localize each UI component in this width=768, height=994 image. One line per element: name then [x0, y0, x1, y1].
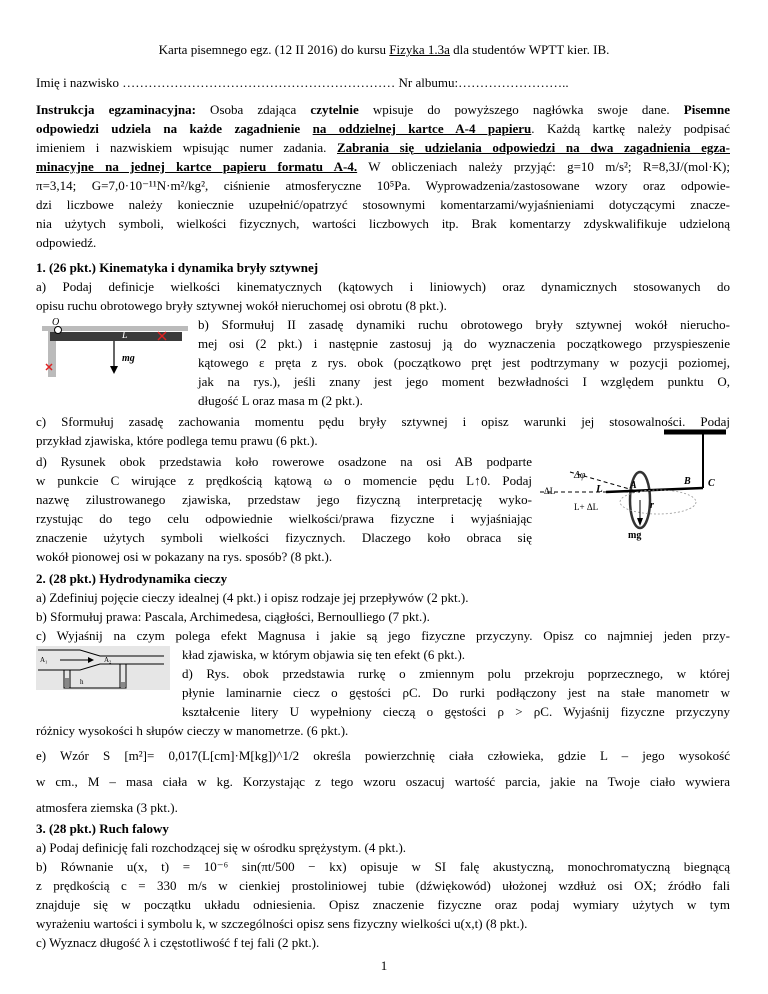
q1-b-line-2: mej osi (2 pkt.) i następnie zastosuj ją do wyznaczenia początkowego przyspieszenie: [198, 336, 730, 351]
q3-b-line-2: z prędkością c = 330 m/s w cienkiej prostoliniowej tubie (dźwiękowód) ułożonej wzdłuż osi OX; źródło fali: [36, 878, 730, 893]
student-line: Imię i nazwisko ……………………………………………………… Nr albumu:……………………..: [36, 75, 569, 90]
q1-b-line-1: b) Sformułuj II zasadę dynamiki ruchu obrotowego bryły sztywnej wokół nierucho-: [198, 317, 730, 332]
fig3-a2-label: A₂: [104, 656, 112, 664]
q1-d-line-5: znaczenie użytych symboli wielkości fizycznych. Dlaczego koło obraca się: [36, 530, 532, 545]
fig2-l-label: L: [596, 483, 603, 495]
q1-title: 1. (26 pkt.) Kinematyka i dynamika bryły sztywnej: [36, 260, 319, 275]
q3-title: 3. (28 pkt.) Ruch falowy: [36, 821, 169, 836]
q2-e-line-1: e) Wzór S [m²]= 0,017(L[cm]·M[kg])^1/2 określa powierzchnię ciała człowieka, gdzie L – jego wysokość: [36, 748, 730, 763]
fig1-o-label: O: [52, 317, 60, 328]
q1-b-line-5: długość L oraz masa m (2 pkt.).: [198, 393, 363, 408]
q1-c-line-2: przykład zjawiska, które podlega temu prawu (6 pkt.).: [36, 433, 318, 448]
fig2-b-label: B: [684, 476, 691, 487]
instructions-line-2: odpowiedzi udziela na każde zagadnienie na oddzielnej kartce A-4 papieru. Każdą kartkę należy podpisać: [36, 121, 731, 136]
fig2-dl-label: ΔL: [544, 486, 556, 496]
q1-a-line-2: opisu ruchu obrotowego bryły sztywnej wokół nieruchomej osi obrotu (8 pkt.).: [36, 298, 447, 313]
fig2-ldl-label: L+ ΔL: [574, 502, 599, 512]
fig3-h-label: h: [80, 678, 84, 686]
bicycle-wheel-figure: [540, 426, 730, 542]
q2-e-line-3: atmosfera ziemska (3 pkt.).: [36, 800, 178, 815]
q1-d-line-1: d) Rysunek obok przedstawia koło rowerowe osadzone na osi AB podparte: [36, 454, 532, 469]
instructions-line-4: minacyjne na jednej kartce papieru formatu A-4. W obliczeniach należy przyjąć: g=10 m/s²; R=8,3J/(mol·K);: [36, 159, 731, 174]
q2-d-line-3: kształcenie litery U wypełniony cieczą o gęstości ρ > ρC. Wyjaśnij fizyczne przyczyny: [182, 704, 730, 719]
fig1-mg-label: mg: [122, 353, 135, 364]
fig2-r-label: r: [650, 500, 654, 511]
ceiling-beam: [42, 326, 188, 331]
instructions-line-8: odpowiedź.: [36, 235, 97, 250]
q1-d-line-3: nazwę zilustrowanego zjawiska, przedstaw jego fizyczną interpretację wyko-: [36, 492, 532, 507]
q2-e-line-2: w cm., M – masa ciała w kg. Korzystając z tego wzoru oszacuj wartość parcia, jakie na Twoje ciało wywiera: [36, 774, 730, 789]
fig2-mg-label: mg: [628, 530, 642, 541]
header-prefix: Karta pisemnego egz. (12 II 2016) do kursu: [158, 42, 390, 57]
q1-b-line-4: jak na rys.), jeśli znany jest jego moment bezwładności I względem punktu O,: [198, 374, 730, 389]
q2-title: 2. (28 pkt.) Hydrodynamika cieczy: [36, 571, 228, 586]
fig2-dphi-label: Δφ: [574, 470, 586, 481]
fig3-a1-label: A₁: [40, 656, 48, 664]
fig1-l-label: L: [122, 330, 128, 341]
q3-c: c) Wyznacz długość λ i częstotliwość f tej fali (2 pkt.).: [36, 935, 320, 950]
q1-d-line-4: rzystując do tego celu odpowiednie wielkości/prawa fizyczne i wyjaśniając: [36, 511, 532, 526]
header: [0, 42, 768, 58]
page-number: 1: [380, 958, 388, 973]
course-link[interactable]: Fizyka 1.3a: [389, 42, 450, 57]
q1-a-line-1: a) Podaj definicje wielkości kinematycznych (kątowych i liniowych) oraz dynamicznych stosowanych do: [36, 279, 730, 294]
fig2-a-label: A: [630, 480, 637, 491]
q1-d-line-2: w punkcie C wirujące z prędkością kątową ω o momencie pędu L↑0. Podaj: [36, 473, 532, 488]
header-suffix: dla studentów WPTT kier. IB.: [449, 42, 610, 57]
fig2-c-label: C: [708, 478, 715, 489]
tube-figure: [36, 644, 174, 692]
q1-d-line-6: wokół pionowej osi w pokazany na rys. sposób? (8 pkt.).: [36, 549, 333, 564]
q3-b-line-1: b) Równanie u(x, t) = 10⁻⁶ sin(πt/500 − kx) opisuje w SI falę akustyczną, monochromatyczną biegnącą: [36, 859, 730, 874]
q2-d-line-1: d) Rys. obok przedstawia rurkę o zmiennym polu przekroju poprzecznego, w której: [182, 666, 730, 681]
instructions-line-6: dzi liczbowe należy koniecznie uzupełnić/opatrzyć stosownymi komentarzami/wyjaśnieniami dotyczącymi znacze-: [36, 197, 730, 212]
q2-c-line-1: c) Wyjaśnij na czym polega efekt Magnusa i jakie są jego fizyczne przyczyny. Opisz co najmniej jeden przy-: [36, 628, 730, 643]
axle: [606, 488, 703, 492]
q3-b-line-4: wyrażeniu wartości i symbolu k, w szczególności opisz sens fizyczny wielkości u(x,t) (8 pkt.).: [36, 916, 528, 931]
q2-a: a) Zdefiniuj pojęcie cieczy idealnej (4 pkt.) i opisz rodzaje jej przepływów (2 pkt.).: [36, 590, 469, 605]
rod-figure: [40, 312, 190, 378]
instructions-line-3: imieniem i nazwiskiem wpisując numer zadania. Zabrania się udzielania odpowiedzi na dwa zagadnienia egza-: [36, 140, 730, 155]
q2-d-line-2: płynie laminarnie ciecz o gęstości ρC. Do rurki podłączony jest na stałe manometr w: [182, 685, 730, 700]
q2-b: b) Sformułuj prawa: Pascala, Archimedesa, ciągłości, Bernoulliego (7 pkt.).: [36, 609, 430, 624]
q1-b-line-3: kątowego ε pręta z rys. obok (początkowo pręt jest podtrzymany w pozycji poziomej,: [198, 355, 730, 370]
instructions-line-5: π=3,14; G=7,0·10⁻¹¹N·m²/kg², ciśnienie atmosferyczne 10⁵Pa. Wyprowadzenia/zastosowane wzory oraz odpowie-: [36, 178, 730, 193]
instructions-line-7: nia użytych symboli, wielkości fizycznych, wartości liczbowych itp. Brak komentarzy zdyskwalifikuje udzieloną: [36, 216, 730, 231]
q3-b-line-3: znajduje się w początku układu odniesienia. Opisz znaczenie fizyczne oraz podaj wymiary użytych w tym: [36, 897, 730, 912]
instructions-line-1: Instrukcja egzaminacyjna: Osoba zdająca czytelnie wpisuje do powyższego nagłówka swoje dane. Pisemne: [36, 102, 730, 117]
q2-d-line-4: różnicy wysokości h słupów cieczy w manometrze. (6 pkt.).: [36, 723, 349, 738]
q3-a: a) Podaj definicję fali rozchodzącej się w ośrodku sprężystym. (4 pkt.).: [36, 840, 407, 855]
q2-c-line-2: kład zjawiska, w którym objawia się ten efekt (6 pkt.).: [182, 647, 466, 662]
q1-c-line-1: c) Sformułuj zasadę zachowania momentu pędu bryły sztywnej i opisz warunki jej stosowalności. Podaj: [36, 414, 730, 429]
